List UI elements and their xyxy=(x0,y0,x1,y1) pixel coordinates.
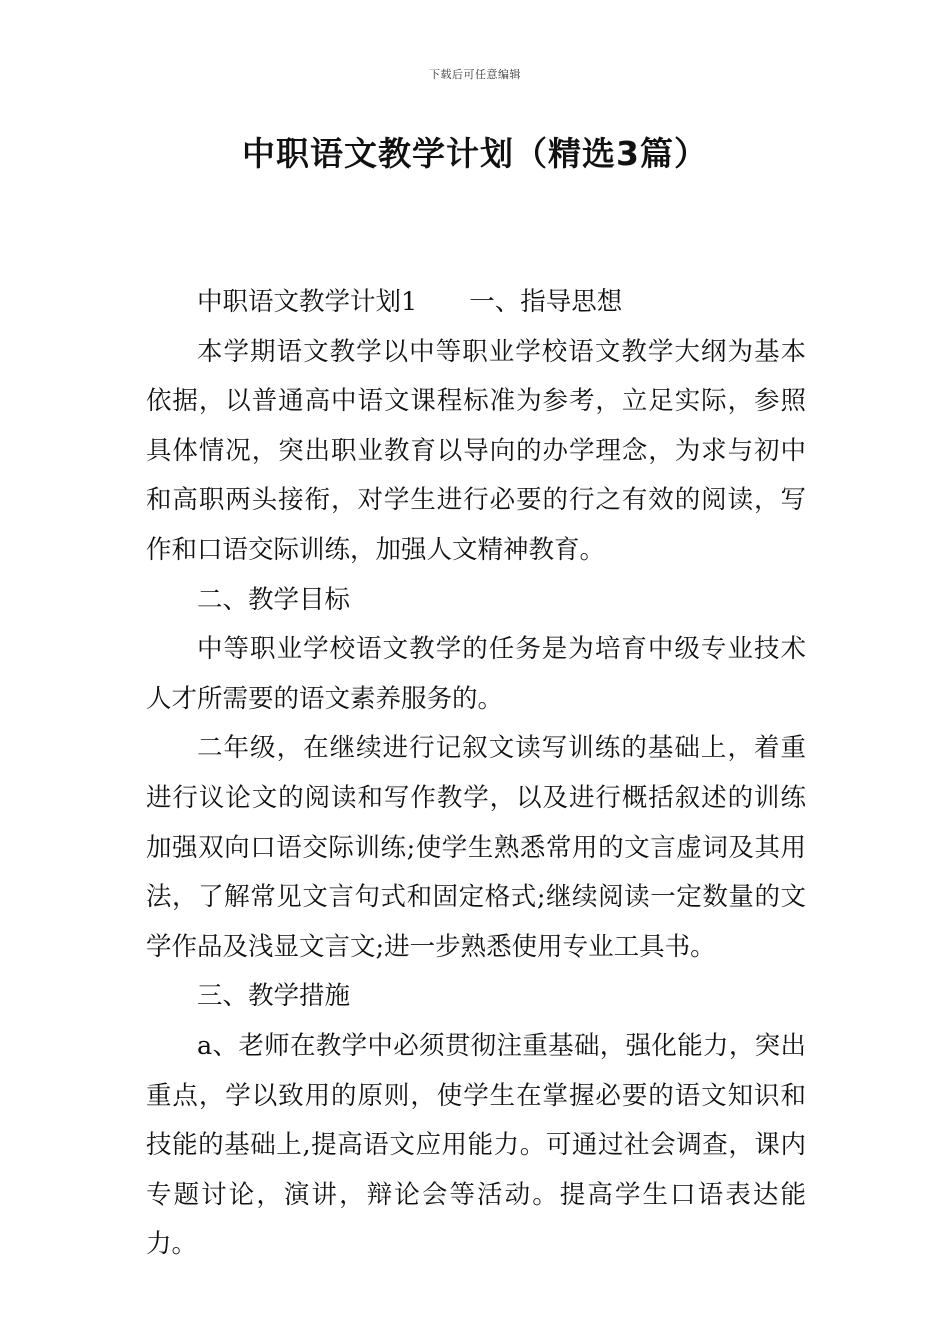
section-heading-teaching-goals: 二、教学目标 xyxy=(197,584,351,615)
header-note: 下载后可任意编辑 xyxy=(429,68,521,81)
document-body xyxy=(146,278,806,1270)
paragraph-measure-a: a、老师在教学中必须贯彻注重基础，强化能力，突出重点，学以致用的原则，使学生在掌握必要的语文知识和技能的基础上,提高语文应用能力。可通过社会调查，课内专题讨论，演讲，辩论会等活动。提高学生口语表达能力。 xyxy=(146,1030,806,1260)
part-label: 中职语文教学计划1 xyxy=(197,287,418,317)
section-heading-teaching-measures: 三、教学措施 xyxy=(197,981,351,1012)
intro-line xyxy=(146,278,806,328)
section-heading-guiding-thought: 一、指导思想 xyxy=(469,287,623,317)
paragraph-teaching-task: 中等职业学校语文教学的任务是为培育中级专业技术人才所需要的语文素养服务的。 xyxy=(146,634,806,714)
document-title: 中职语文教学计划（精选3篇） xyxy=(242,134,708,173)
paragraph-grade-two: 二年级，在继续进行记叙文读写训练的基础上，着重进行议论文的阅读和写作教学，以及进行概括叙述的训练加强双向口语交际训练;使学生熟悉常用的文言虚词及其用法，了解常见文言句式和固定格式;继续阅读一定数量的文学作品及浅显文言文;进一步熟悉使用专业工具书。 xyxy=(146,733,806,962)
paragraph-guiding-thought: 本学期语文教学以中等职业学校语文教学大纲为基本依据，以普通高中语文课程标准为参考，立足实际，参照具体情况，突出职业教育以导向的办学理念，为求与初中和高职两头接衔，对学生进行必要的行之有效的阅读，写作和口语交际训练，加强人文精神教育。 xyxy=(146,336,806,565)
